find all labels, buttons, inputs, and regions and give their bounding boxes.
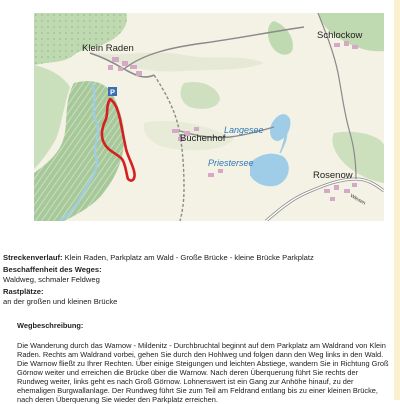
label-priestersee: Priestersee bbox=[208, 158, 254, 168]
path-value: Waldweg, schmaler Feldweg bbox=[3, 274, 100, 284]
route-value: Klein Raden, Parkplatz am Wald - Große Brücke - kleine Brücke Parkplatz bbox=[64, 253, 314, 262]
path-label: Beschaffenheit des Weges: bbox=[3, 265, 102, 275]
parking-marker-klein-raden bbox=[108, 87, 117, 97]
rest-label: Rastplätze: bbox=[3, 287, 44, 297]
route-description bbox=[17, 321, 389, 404]
label-road: Wiesen bbox=[349, 193, 367, 207]
route-row bbox=[3, 253, 393, 262]
route-info bbox=[3, 253, 393, 306]
label-schlockow: Schlockow bbox=[317, 30, 363, 41]
lake-priestersee bbox=[250, 154, 289, 187]
hiking-map bbox=[34, 13, 384, 221]
route-label: Streckenverlauf: bbox=[3, 253, 63, 262]
page-edge-strip bbox=[394, 0, 400, 400]
description-heading: Wegbeschreibung: bbox=[17, 321, 84, 330]
label-klein-raden: Klein Raden bbox=[82, 43, 134, 54]
label-langesee: Langesee bbox=[224, 125, 264, 135]
label-buchenhof: Buchenhof bbox=[180, 133, 226, 144]
description-text: Die Wanderung durch das Warnow - Mildenitz - Durchbruchtal beginnt auf dem Parkplatz am Waldrand von Klein Raden. Rechts am Waldrand vorbei, gehen Sie durch den Hohlweg und folgen dann den Weg links in den Wald. Die Warnow fließt zu Ihrer Rechten. Über einige Steigungen und leichten Abstiege, wandern Sie in Richtung Groß Görnow weiter und erreichen die Brücke über die Warnow. Nach deren Überquerung führt Sie rechts der Rundweg weiter, links geht es nach Groß Görnow. Lohnenswert ist ein Gang zur Anhöhe hinauf, zu der ehemaligen Burgwallanlage. Der Rundweg führt Sie zum Teil am Feldrand entlang bis zu einer kleinen Brücke, nach deren Überquerung Sie wieder den Parkplatz erreichen. bbox=[17, 341, 389, 404]
parking-symbol: P bbox=[109, 87, 116, 97]
rest-value: an der großen und kleinen Brücke bbox=[3, 296, 118, 306]
label-rosenow: Rosenow bbox=[313, 170, 353, 181]
